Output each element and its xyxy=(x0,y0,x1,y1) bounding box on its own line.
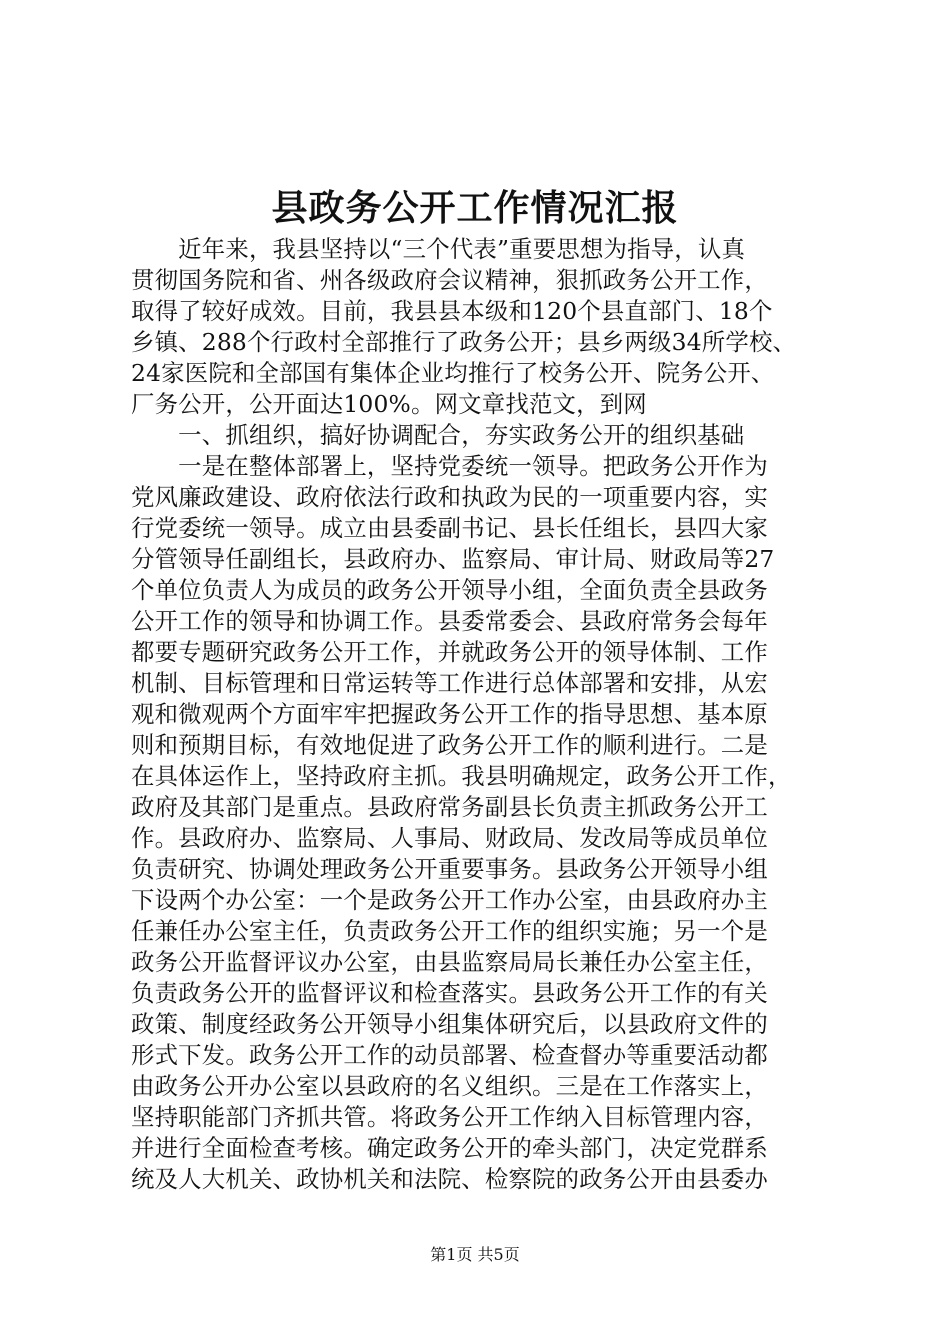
text-line: 厂务公开，公开面达100%。网文章找范文，到网 xyxy=(131,390,647,418)
text-line: 负责政务公开的监督评议和检查落实。县政务公开工作的有关 xyxy=(131,979,768,1007)
text-line: 形式下发。政务公开工作的动员部署、检查督办等重要活动都 xyxy=(131,1041,768,1069)
section-heading: 一、抓组织，搞好协调配合，夯实政务公开的组织基础 xyxy=(131,421,745,449)
text-line: 下设两个办公室：一个是政务公开工作办公室，由县政府办主 xyxy=(131,886,768,914)
text-line: 近年来，我县坚持以“三个代表”重要思想为指导，认真 xyxy=(131,235,746,263)
text-line: 取得了较好成效。目前，我县县本级和120个县直部门、18个 xyxy=(131,297,773,325)
text-line: 24家医院和全部国有集体企业均推行了校务公开、院务公开、 xyxy=(131,359,775,387)
text-line: 乡镇、288个行政村全部推行了政务公开；县乡两级34所学校、 xyxy=(131,328,797,356)
text-line: 则和预期目标，有效地促进了政务公开工作的顺利进行。二是 xyxy=(131,731,768,759)
page-number-footer: 第1页 共5页 xyxy=(430,1245,520,1264)
text-line: 公开工作的领导和协调工作。县委常委会、县政府常务会每年 xyxy=(131,607,768,635)
text-line: 由政务公开办公室以县政府的名义组织。三是在工作落实上， xyxy=(131,1072,768,1100)
text-line: 都要专题研究政务公开工作，并就政务公开的领导体制、工作 xyxy=(131,638,768,666)
text-line: 政策、制度经政务公开领导小组集体研究后，以县政府文件的 xyxy=(131,1010,768,1038)
text-line: 统及人大机关、政协机关和法院、检察院的政务公开由县委办 xyxy=(131,1165,768,1193)
text-line: 作。县政府办、监察局、人事局、财政局、发改局等成员单位 xyxy=(131,824,768,852)
text-line: 任兼任办公室主任，负责政务公开工作的组织实施；另一个是 xyxy=(131,917,768,945)
text-line: 并进行全面检查考核。确定政务公开的牵头部门，决定党群系 xyxy=(131,1134,768,1162)
text-line: 负责研究、协调处理政务公开重要事务。县政务公开领导小组 xyxy=(131,855,768,883)
text-line: 分管领导任副组长，县政府办、监察局、审计局、财政局等27 xyxy=(131,545,775,573)
text-line: 贯彻国务院和省、州各级政府会议精神，狠抓政务公开工作， xyxy=(131,266,768,294)
text-line: 政务公开监督评议办公室，由县监察局局长兼任办公室主任， xyxy=(131,948,768,976)
text-line: 行党委统一领导。成立由县委副书记、县长任组长，县四大家 xyxy=(131,514,768,542)
text-line: 政府及其部门是重点。县政府常务副县长负责主抓政务公开工 xyxy=(131,793,768,821)
text-line: 党风廉政建设、政府依法行政和执政为民的一项重要内容，实 xyxy=(131,483,768,511)
text-line: 坚持职能部门齐抓共管。将政务公开工作纳入目标管理内容， xyxy=(131,1103,768,1131)
text-line: 一是在整体部署上，坚持党委统一领导。把政务公开作为 xyxy=(131,452,768,480)
text-line: 个单位负责人为成员的政务公开领导小组，全面负责全县政务 xyxy=(131,576,768,604)
page-title: 县政务公开工作情况汇报 xyxy=(271,187,679,229)
document-body xyxy=(131,234,851,1195)
text-line: 观和微观两个方面牢牢把握政务公开工作的指导思想、基本原 xyxy=(131,700,768,728)
text-line: 机制、目标管理和日常运转等工作进行总体部署和安排，从宏 xyxy=(131,669,768,697)
text-line: 在具体运作上，坚持政府主抓。我县明确规定，政务公开工作， xyxy=(131,762,792,790)
